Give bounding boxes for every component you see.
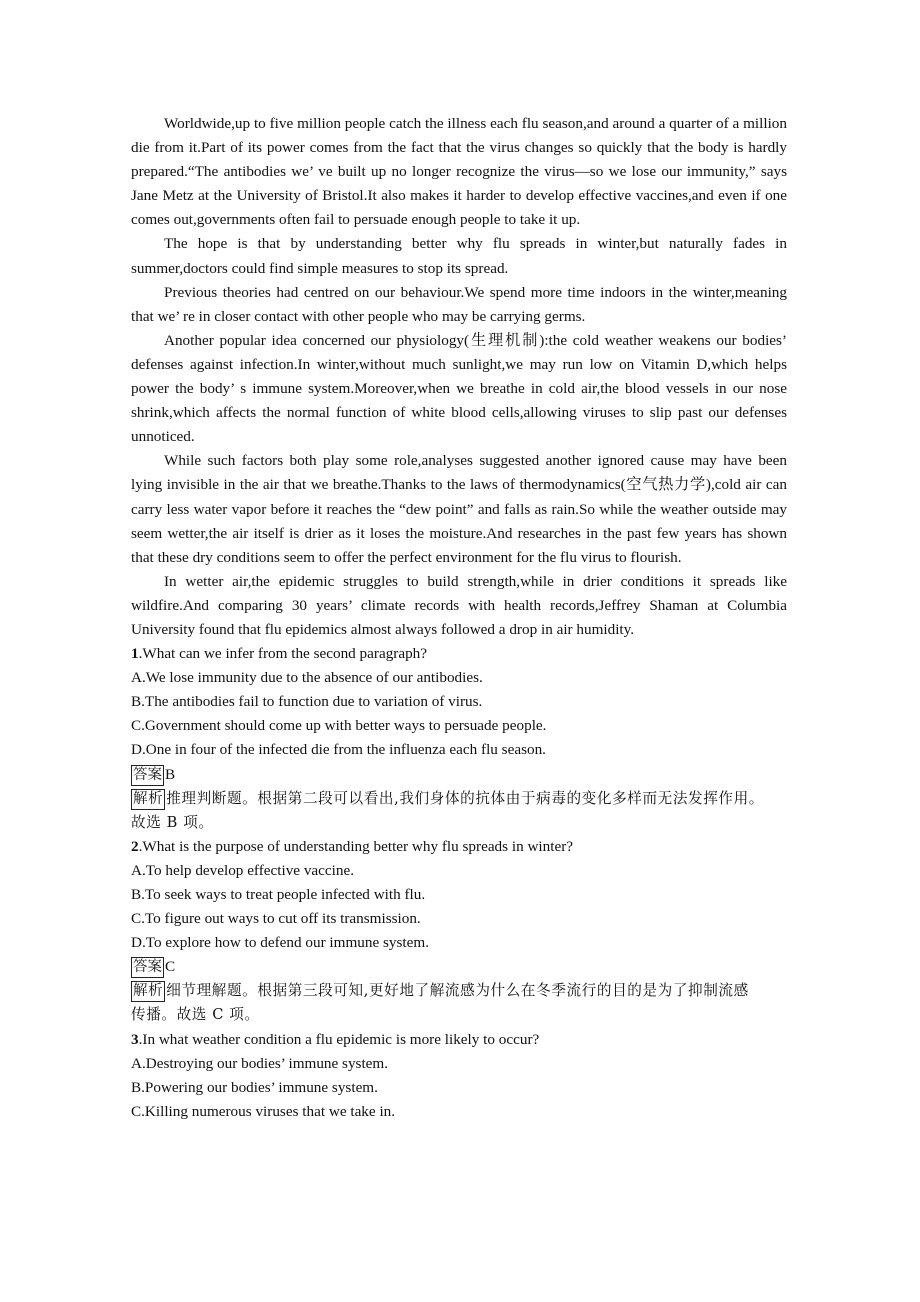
option-d: D.To explore how to defend our immune system. (131, 934, 429, 952)
analysis-line-continued: 故选 B 项。 (131, 813, 214, 831)
passage-paragraph-2: The hope is that by understanding better why flu spreads in winter,but naturally fades in summer,doctors could find simple measures to stop its spread. (131, 235, 787, 277)
analysis-tag: 解析 (131, 789, 165, 810)
option-c: C.Killing numerous viruses that we take in. (131, 1102, 396, 1120)
answer-value: B (165, 765, 176, 783)
option-b: B.The antibodies fail to function due to variation of virus. (131, 693, 483, 711)
option-a: A.Destroying our bodies’ immune system. (131, 1054, 389, 1072)
question-1 (131, 642, 787, 835)
option-b: B.Powering our bodies’ immune system. (131, 1078, 378, 1096)
answer-tag: 答案 (131, 765, 164, 786)
analysis-text: 细节理解题。根据第三段可知,更好地了解流感为什么在冬季流行的目的是为了抑制流感 (166, 982, 749, 1000)
option-c: C.Government should come up with better ways to persuade people. (131, 717, 547, 735)
option-c: C.To figure out ways to cut off its transmission. (131, 910, 421, 928)
question-2-stem (131, 835, 787, 859)
question-3-stem (131, 1028, 787, 1052)
analysis-line (131, 787, 787, 811)
question-3 (131, 1028, 787, 1124)
option-a: A.To help develop effective vaccine. (131, 861, 354, 879)
analysis-line (131, 979, 787, 1003)
document-page (131, 112, 787, 1124)
question-1-stem (131, 642, 787, 666)
option-d: D.One in four of the infected die from the influenza each flu season. (131, 741, 546, 759)
question-text: .In what weather condition a flu epidemic is more likely to occur? (138, 1030, 540, 1048)
answer-tag: 答案 (131, 957, 164, 978)
analysis-text: 推理判断题。根据第二段可以看出,我们身体的抗体由于病毒的变化多样而无法发挥作用。 (166, 789, 765, 807)
analysis-tag: 解析 (131, 981, 165, 1002)
answer-line (131, 955, 787, 979)
question-number: 3 (131, 1030, 139, 1048)
passage-paragraph-1: Worldwide,up to five million people catch the illness each flu season,and around a quarter of a million die from it.Part of its power comes from the fact that the virus changes so quickly that the body is hardly prepared.“The antibodies we’ ve built up no longer recognize the virus—so we lose our immunity,” says Jane Metz at the University of Bristol.It also makes it harder to develop effective vaccines,and even if one comes out,governments often fail to persuade enough people to take it up. (131, 115, 787, 229)
passage-paragraph-6: In wetter air,the epidemic struggles to build strength,while in drier conditions it spreads like wildfire.And comparing 30 years’ climate records with health records,Jeffrey Shaman at Columbia University found that flu epidemics almost always followed a drop in air humidity. (131, 572, 787, 638)
option-a: A.We lose immunity due to the absence of our antibodies. (131, 669, 483, 687)
question-number: 1 (131, 645, 139, 663)
question-2 (131, 835, 787, 1028)
option-b: B.To seek ways to treat people infected with flu. (131, 886, 426, 903)
question-text: .What can we infer from the second paragraph? (138, 645, 428, 663)
passage-paragraph-5: While such factors both play some role,analyses suggested another ignored cause may have been lying invisible in the air that we breathe.Thanks to the laws of thermodynamics(空气热力学),cold air can carry less water vapor before it reaches the “dew point” and falls as rain.So while the weather outside may seem wetter,the air itself is drier as it loses the moisture.And researches in the past few years has shown that these dry conditions seem to offer the perfect environment for the flu virus to flourish. (131, 452, 787, 566)
passage-paragraph-4: Another popular idea concerned our physiology(生理机制):the cold weather weakens our bodies’ defenses against infection.In winter,without much sunlight,we may run low on Vitamin D,which helps power the body’ s immune system.Moreover,when we breathe in cold air,the blood vessels in our nose shrink,which affects the normal function of white blood cells,allowing viruses to slip past our defenses unnoticed. (131, 331, 787, 446)
passage-paragraph-3: Previous theories had centred on our behaviour.We spend more time indoors in the winter,meaning that we’ re in closer contact with other people who may be carrying germs. (131, 283, 787, 325)
answer-line (131, 763, 787, 787)
answer-value: C (165, 958, 176, 976)
question-number: 2 (131, 837, 139, 855)
analysis-line-continued: 传播。故选 C 项。 (131, 1006, 260, 1024)
question-text: .What is the purpose of understanding better why flu spreads in winter? (138, 837, 574, 855)
